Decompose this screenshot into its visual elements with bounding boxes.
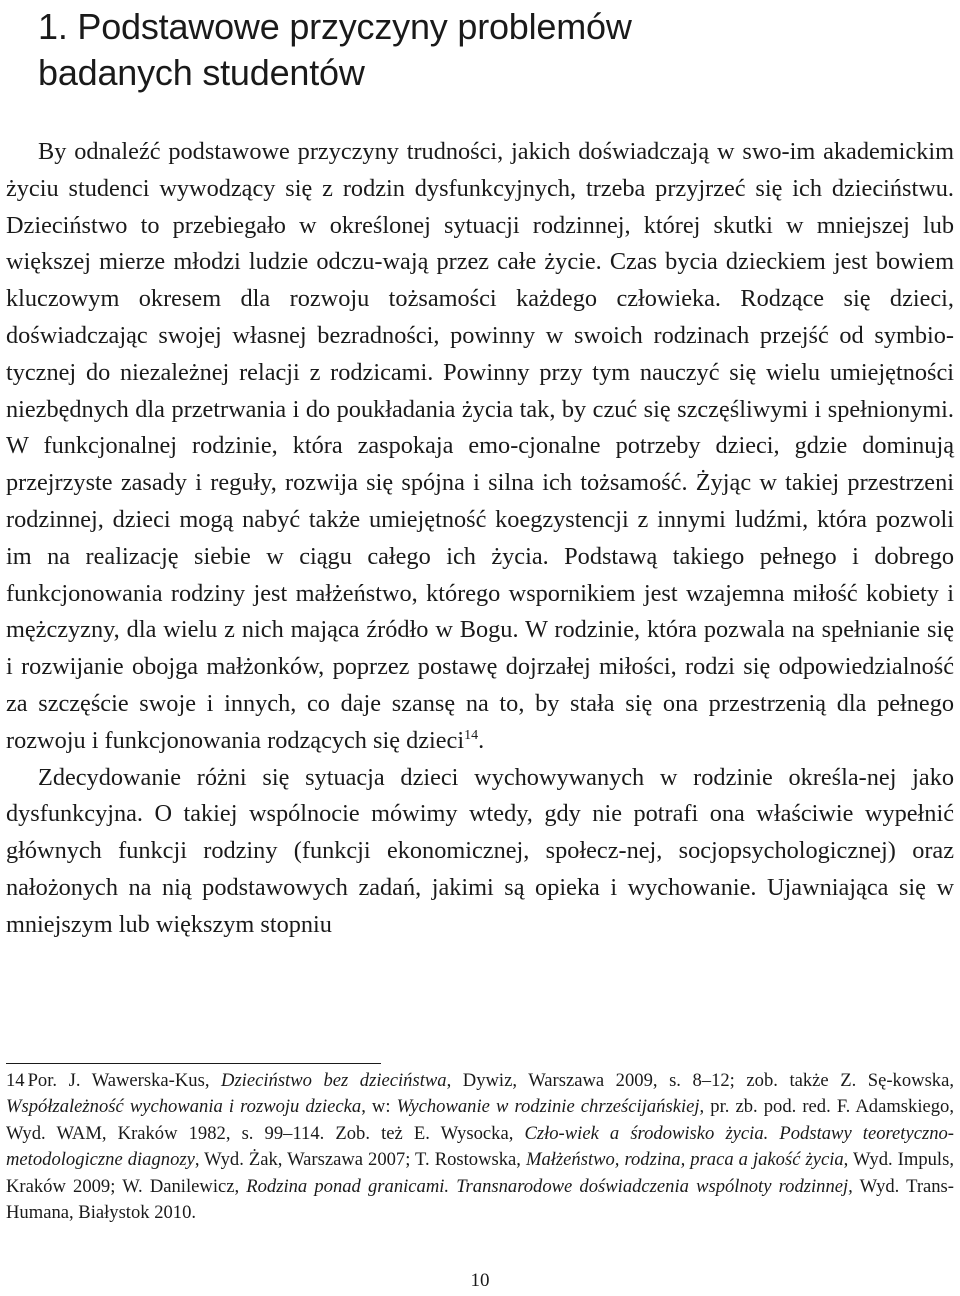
footnote-14 (6, 1068, 954, 1226)
footnote-divider (6, 1063, 381, 1064)
footnote-text-4: , pr. zb. pod. red. F. Adamskiego, Wyd. WAM, Kraków 1982, s. 99–114. Zob. też E. Wysocka, (6, 1096, 955, 1144)
footnote-title-6: Rodzina ponad granicami. Transnarodowe doświadczenia wspólnoty rodzinnej, (246, 1175, 853, 1197)
paragraph-1-end: . (478, 726, 485, 754)
footnote-number: 14 (6, 1070, 25, 1091)
footnote-title-1: Dzieciństwo bez dzieciństwa (221, 1070, 447, 1091)
footnote-reference[interactable]: 14 (464, 727, 479, 743)
paragraph-1 (6, 134, 954, 760)
paragraph-2: Zdecydowanie różni się sytuacja dzieci wychowywanych w rodzinie określa-nej jako dysfunkcyjna. O takiej wspólnocie mówimy wtedy, gdy nie potrafi ona właściwie wypełnić głównych funkcji rodziny (funkcji ekonomicznej, społecz-nej, socjopsychologicznej) oraz nałożonych na nią podstawowych zadań, jakimi są opieka i wychowanie. Ujawniająca się w mniejszym lub większym stopniu (6, 763, 954, 938)
footnote-title-5: Małżeństwo, rodzina, praca a jakość życia (525, 1149, 844, 1171)
chapter-title-line-2: badanych studentów (38, 52, 365, 93)
footnote-text-6: , Wyd. Impuls, Kraków 2009; W. Danilewicz, (6, 1149, 954, 1197)
footnote-text-2: , Dywiz, Warszawa 2009, s. 8–12; zob. także Z. Sę-kowska, (446, 1070, 955, 1091)
chapter-title (38, 4, 898, 96)
document-page (6, 0, 954, 1296)
footnote-text-7: Wyd. Trans-Humana, Białystok 2010. (6, 1175, 954, 1224)
footnote-title-3: Wychowanie w rodzinie chrześcijańskiej (396, 1096, 700, 1118)
chapter-title-line-1: 1. Podstawowe przyczyny problemów (38, 6, 632, 47)
footnotes (6, 1068, 954, 1226)
body-text (6, 134, 954, 944)
footnote-title-2: Współzależność wychowania i rozwoju dziecka (6, 1096, 362, 1118)
footnote-text-1: Por. J. Wawerska-Kus, (27, 1070, 222, 1091)
page-number: 10 (470, 1270, 490, 1291)
footnote-title-4: Czło-wiek a środowisko życia. Podstawy teoretyczno-metodologiczne diagnozy (6, 1122, 955, 1171)
footnote-text-5: , Wyd. Żak, Warszawa 2007; T. Rostowska, (194, 1149, 526, 1171)
footnote-text-3: , w: (361, 1096, 397, 1118)
paragraph-1-text: By odnaleźć podstawowe przyczyny trudności, jakich doświadczają w swo-im akademickim życiu studenci wywodzący się z rodzin dysfunkcyjnych, trzeba przyjrzeć się ich dzieciństwu. Dzieciństwo to przebiegało w określonej sytuacji rodzinnej, której skutki w mniejszej lub większej mierze młodzi ludzie odczu-wają przez całe życie. Czas bycia dzieckiem jest bowiem kluczowym okresem dla rozwoju tożsamości każdego człowieka. Rodzące się dzieci, doświadczając swojej własnej bezradności, powinny w swoich rodzinach przejść od symbio-tycznej do niezależnej relacji z rodzicami. Powinny przy tym nauczyć się wielu umiejętności niezbędnych dla przetrwania i do poukładania życia tak, by czuć się szczęśliwymi i spełnionymi. W funkcjonalnej rodzinie, która zaspokaja emo-cjonalne potrzeby dzieci, gdzie dominują przejrzyste zasady i reguły, rozwija się spójna i silna ich tożsamość. Żyjąc w takiej przestrzeni rodzinnej, dzieci mogą nabyć także umiejętność koegzystencji z innymi ludźmi, która pozwoli im na realizację siebie w ciągu całego ich życia. Podstawą takiego pełnego i dobrego funkcjonowania rodziny jest małżeństwo, którego wspornikiem jest wzajemna miłość kobiety i mężczyzny, dla wielu z nich mająca źródło w Bogu. W rodzinie, która pozwala na spełnianie się i rozwijanie obojga małżonków, poprzez postawę dojrzałej miłości, rodzi się odpowiedzialność za szczęście swoje i innych, co daje szansę na to, by stała się ona przestrzenią dla pełnego rozwoju i funkcjonowania rodzących się dzieci (6, 138, 954, 754)
